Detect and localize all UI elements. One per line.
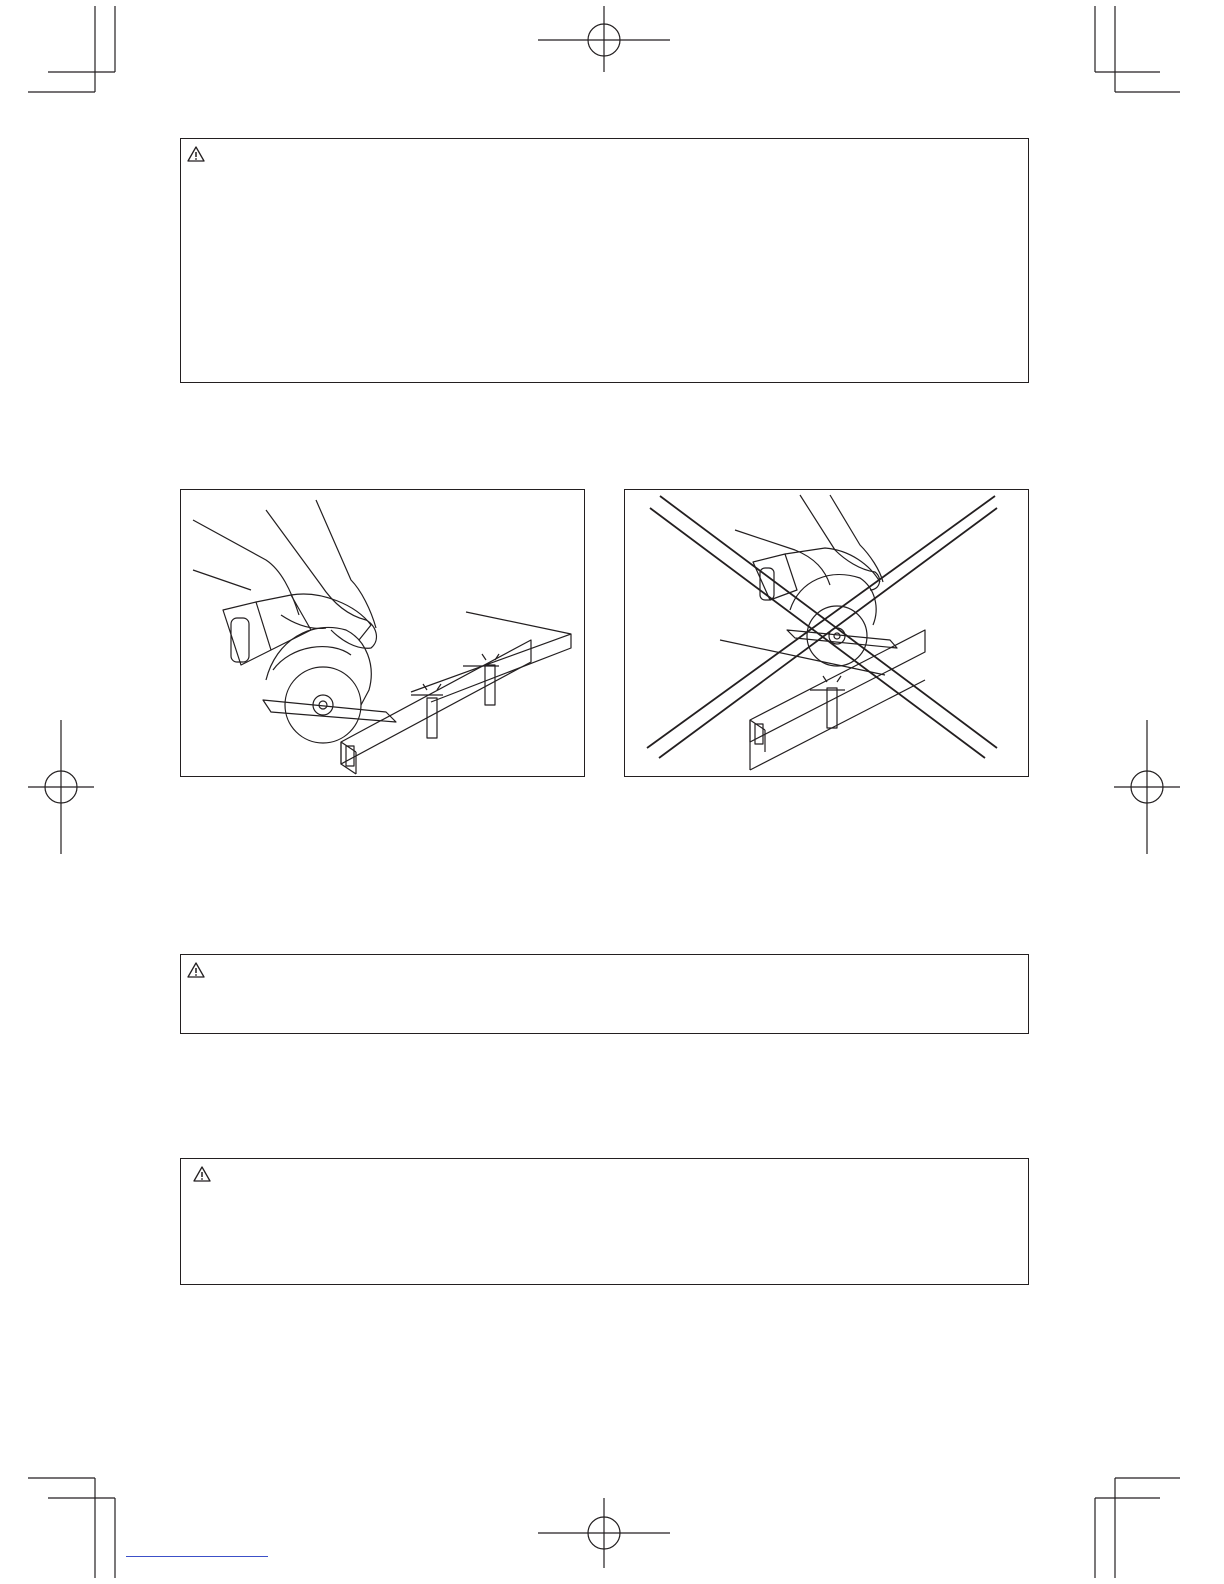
warning-box-3	[180, 1158, 1029, 1285]
saw-illustration-correct	[181, 490, 586, 778]
footer-underline	[126, 1556, 268, 1557]
warning-triangle-icon	[187, 962, 205, 978]
registration-mark-left	[28, 720, 94, 854]
figure-correct-saw-position	[180, 489, 585, 777]
warning-triangle-icon	[193, 1166, 211, 1182]
warning-box-2	[180, 954, 1029, 1034]
saw-illustration-incorrect	[625, 490, 1030, 778]
registration-mark-right	[1114, 720, 1180, 854]
figure-incorrect-saw-position	[624, 489, 1029, 777]
warning-box-1	[180, 138, 1029, 383]
warning-triangle-icon	[187, 146, 205, 162]
cross-out-mark	[647, 496, 997, 758]
registration-mark-bottom	[538, 1498, 670, 1568]
registration-mark-top	[538, 6, 670, 72]
